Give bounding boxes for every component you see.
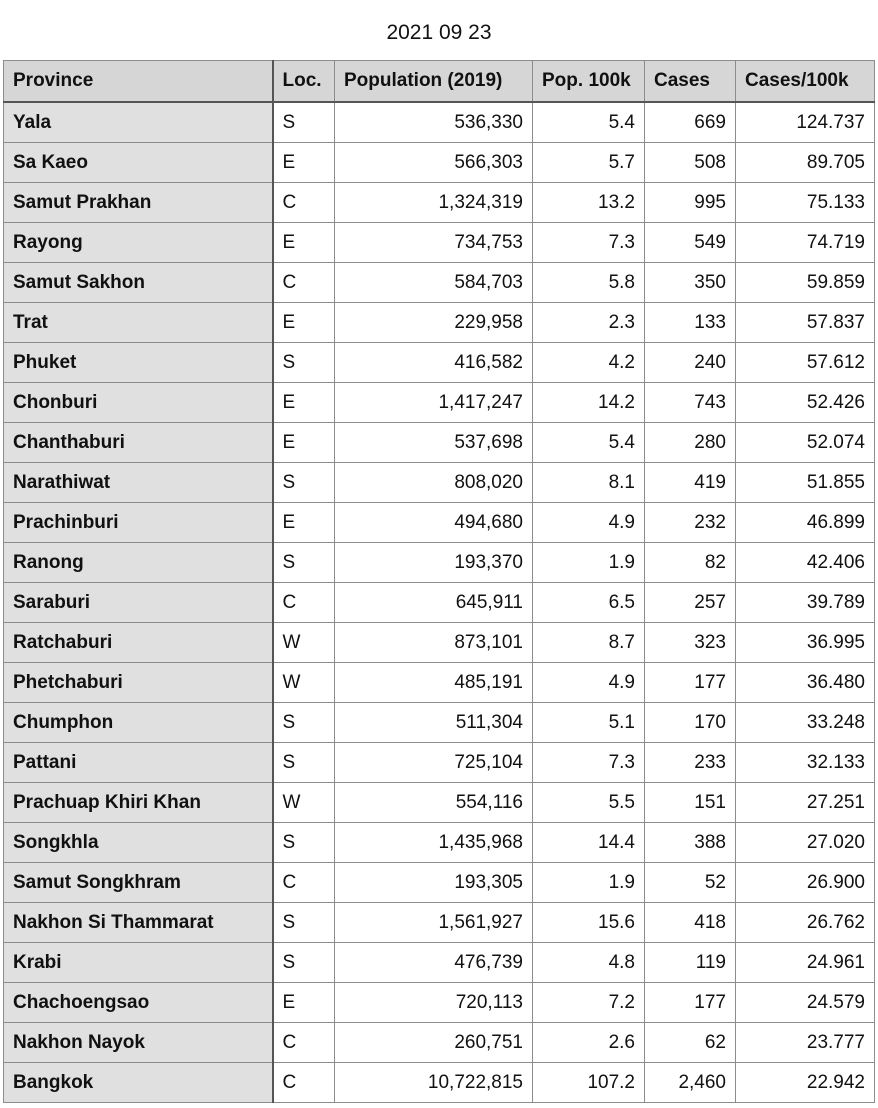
table-row	[4, 263, 875, 303]
province-cell: Ranong	[4, 543, 273, 583]
cases-per-100k-cell: 57.612	[736, 343, 875, 383]
cases-per-100k-cell: 27.251	[736, 783, 875, 823]
cases-per-100k-cell: 32.133	[736, 743, 875, 783]
pop-100k-cell: 2.6	[533, 1023, 645, 1063]
cases-cell: 743	[645, 383, 736, 423]
pop-100k-cell: 14.2	[533, 383, 645, 423]
loc-cell: W	[273, 623, 335, 663]
table-row	[4, 423, 875, 463]
cases-per-100k-cell: 57.837	[736, 303, 875, 343]
cases-cell: 240	[645, 343, 736, 383]
table-row	[4, 303, 875, 343]
population-cell: 873,101	[335, 623, 533, 663]
cases-cell: 177	[645, 983, 736, 1023]
table-row	[4, 343, 875, 383]
table-row	[4, 703, 875, 743]
province-cell: Samut Sakhon	[4, 263, 273, 303]
province-cell: Phetchaburi	[4, 663, 273, 703]
column-header-cases-per-100k: Cases/100k	[736, 61, 875, 103]
table-row	[4, 223, 875, 263]
table-row	[4, 903, 875, 943]
cases-cell: 82	[645, 543, 736, 583]
province-cases-table	[3, 60, 875, 1103]
province-cell: Chanthaburi	[4, 423, 273, 463]
population-cell: 734,753	[335, 223, 533, 263]
province-cell: Nakhon Nayok	[4, 1023, 273, 1063]
population-cell: 416,582	[335, 343, 533, 383]
pop-100k-cell: 7.3	[533, 743, 645, 783]
population-cell: 511,304	[335, 703, 533, 743]
loc-cell: E	[273, 303, 335, 343]
loc-cell: C	[273, 183, 335, 223]
cases-per-100k-cell: 59.859	[736, 263, 875, 303]
table-row	[4, 183, 875, 223]
table-row	[4, 583, 875, 623]
cases-per-100k-cell: 26.900	[736, 863, 875, 903]
population-cell: 554,116	[335, 783, 533, 823]
cases-per-100k-cell: 33.248	[736, 703, 875, 743]
population-cell: 1,324,319	[335, 183, 533, 223]
cases-cell: 257	[645, 583, 736, 623]
cases-per-100k-cell: 124.737	[736, 102, 875, 143]
cases-per-100k-cell: 52.426	[736, 383, 875, 423]
pop-100k-cell: 7.2	[533, 983, 645, 1023]
population-cell: 193,305	[335, 863, 533, 903]
province-cell: Krabi	[4, 943, 273, 983]
loc-cell: C	[273, 263, 335, 303]
cases-cell: 350	[645, 263, 736, 303]
population-cell: 229,958	[335, 303, 533, 343]
province-cell: Prachuap Khiri Khan	[4, 783, 273, 823]
table-row	[4, 823, 875, 863]
province-cell: Narathiwat	[4, 463, 273, 503]
pop-100k-cell: 8.1	[533, 463, 645, 503]
cases-per-100k-cell: 36.995	[736, 623, 875, 663]
pop-100k-cell: 4.9	[533, 663, 645, 703]
loc-cell: S	[273, 703, 335, 743]
column-header-population: Population (2019)	[335, 61, 533, 103]
cases-cell: 419	[645, 463, 736, 503]
pop-100k-cell: 4.9	[533, 503, 645, 543]
cases-per-100k-cell: 74.719	[736, 223, 875, 263]
pop-100k-cell: 13.2	[533, 183, 645, 223]
cases-cell: 995	[645, 183, 736, 223]
cases-cell: 133	[645, 303, 736, 343]
loc-cell: S	[273, 743, 335, 783]
table-row	[4, 663, 875, 703]
cases-cell: 170	[645, 703, 736, 743]
pop-100k-cell: 8.7	[533, 623, 645, 663]
table-row	[4, 983, 875, 1023]
population-cell: 1,417,247	[335, 383, 533, 423]
cases-cell: 508	[645, 143, 736, 183]
table-row	[4, 1023, 875, 1063]
table-row	[4, 1063, 875, 1103]
cases-cell: 52	[645, 863, 736, 903]
loc-cell: W	[273, 663, 335, 703]
pop-100k-cell: 5.7	[533, 143, 645, 183]
population-cell: 494,680	[335, 503, 533, 543]
province-cell: Phuket	[4, 343, 273, 383]
cases-cell: 119	[645, 943, 736, 983]
province-cell: Chumphon	[4, 703, 273, 743]
cases-per-100k-cell: 52.074	[736, 423, 875, 463]
pop-100k-cell: 15.6	[533, 903, 645, 943]
loc-cell: S	[273, 463, 335, 503]
table-row	[4, 143, 875, 183]
table-row	[4, 102, 875, 143]
province-cell: Samut Prakhan	[4, 183, 273, 223]
population-cell: 536,330	[335, 102, 533, 143]
cases-per-100k-cell: 24.579	[736, 983, 875, 1023]
pop-100k-cell: 1.9	[533, 543, 645, 583]
cases-cell: 233	[645, 743, 736, 783]
table-row	[4, 943, 875, 983]
cases-per-100k-cell: 36.480	[736, 663, 875, 703]
province-cell: Trat	[4, 303, 273, 343]
province-cell: Nakhon Si Thammarat	[4, 903, 273, 943]
cases-cell: 323	[645, 623, 736, 663]
pop-100k-cell: 107.2	[533, 1063, 645, 1103]
loc-cell: S	[273, 823, 335, 863]
province-cell: Chachoengsao	[4, 983, 273, 1023]
cases-per-100k-cell: 75.133	[736, 183, 875, 223]
cases-per-100k-cell: 22.942	[736, 1063, 875, 1103]
population-cell: 476,739	[335, 943, 533, 983]
pop-100k-cell: 5.1	[533, 703, 645, 743]
table-row	[4, 543, 875, 583]
pop-100k-cell: 5.4	[533, 423, 645, 463]
loc-cell: E	[273, 503, 335, 543]
province-cell: Yala	[4, 102, 273, 143]
cases-per-100k-cell: 51.855	[736, 463, 875, 503]
cases-per-100k-cell: 24.961	[736, 943, 875, 983]
population-cell: 260,751	[335, 1023, 533, 1063]
pop-100k-cell: 5.8	[533, 263, 645, 303]
loc-cell: E	[273, 143, 335, 183]
loc-cell: W	[273, 783, 335, 823]
loc-cell: S	[273, 903, 335, 943]
table-row	[4, 743, 875, 783]
loc-cell: C	[273, 863, 335, 903]
province-cell: Sa Kaeo	[4, 143, 273, 183]
loc-cell: E	[273, 983, 335, 1023]
loc-cell: S	[273, 543, 335, 583]
province-cell: Songkhla	[4, 823, 273, 863]
column-header-cases: Cases	[645, 61, 736, 103]
table-row	[4, 463, 875, 503]
pop-100k-cell: 1.9	[533, 863, 645, 903]
cases-cell: 2,460	[645, 1063, 736, 1103]
loc-cell: S	[273, 943, 335, 983]
cases-cell: 62	[645, 1023, 736, 1063]
population-cell: 725,104	[335, 743, 533, 783]
loc-cell: S	[273, 102, 335, 143]
pop-100k-cell: 5.4	[533, 102, 645, 143]
population-cell: 808,020	[335, 463, 533, 503]
column-header-province: Province	[4, 61, 273, 103]
header-row	[4, 61, 875, 103]
cases-per-100k-cell: 39.789	[736, 583, 875, 623]
table-row	[4, 623, 875, 663]
table-row	[4, 383, 875, 423]
province-cell: Ratchaburi	[4, 623, 273, 663]
cases-per-100k-cell: 46.899	[736, 503, 875, 543]
pop-100k-cell: 5.5	[533, 783, 645, 823]
cases-cell: 669	[645, 102, 736, 143]
cases-per-100k-cell: 89.705	[736, 143, 875, 183]
cases-cell: 232	[645, 503, 736, 543]
column-header-loc: Loc.	[273, 61, 335, 103]
province-cell: Saraburi	[4, 583, 273, 623]
population-cell: 584,703	[335, 263, 533, 303]
population-cell: 10,722,815	[335, 1063, 533, 1103]
pop-100k-cell: 14.4	[533, 823, 645, 863]
population-cell: 193,370	[335, 543, 533, 583]
cases-cell: 280	[645, 423, 736, 463]
loc-cell: C	[273, 583, 335, 623]
column-header-pop-100k: Pop. 100k	[533, 61, 645, 103]
population-cell: 566,303	[335, 143, 533, 183]
cases-cell: 418	[645, 903, 736, 943]
pop-100k-cell: 4.2	[533, 343, 645, 383]
province-cell: Chonburi	[4, 383, 273, 423]
cases-per-100k-cell: 42.406	[736, 543, 875, 583]
loc-cell: C	[273, 1063, 335, 1103]
loc-cell: E	[273, 223, 335, 263]
cases-cell: 549	[645, 223, 736, 263]
table-body	[4, 102, 875, 1103]
table-row	[4, 863, 875, 903]
population-cell: 1,561,927	[335, 903, 533, 943]
population-cell: 537,698	[335, 423, 533, 463]
pop-100k-cell: 7.3	[533, 223, 645, 263]
population-cell: 485,191	[335, 663, 533, 703]
province-cell: Samut Songkhram	[4, 863, 273, 903]
cases-per-100k-cell: 23.777	[736, 1023, 875, 1063]
population-cell: 645,911	[335, 583, 533, 623]
loc-cell: E	[273, 383, 335, 423]
loc-cell: C	[273, 1023, 335, 1063]
table-row	[4, 503, 875, 543]
province-cell: Bangkok	[4, 1063, 273, 1103]
population-cell: 1,435,968	[335, 823, 533, 863]
province-cell: Prachinburi	[4, 503, 273, 543]
province-cell: Pattani	[4, 743, 273, 783]
pop-100k-cell: 4.8	[533, 943, 645, 983]
province-cell: Rayong	[4, 223, 273, 263]
table-row	[4, 783, 875, 823]
cases-per-100k-cell: 26.762	[736, 903, 875, 943]
cases-cell: 151	[645, 783, 736, 823]
loc-cell: E	[273, 423, 335, 463]
cases-per-100k-cell: 27.020	[736, 823, 875, 863]
cases-cell: 388	[645, 823, 736, 863]
pop-100k-cell: 2.3	[533, 303, 645, 343]
loc-cell: S	[273, 343, 335, 383]
population-cell: 720,113	[335, 983, 533, 1023]
table-title: 2021 09 23	[386, 21, 492, 44]
cases-cell: 177	[645, 663, 736, 703]
pop-100k-cell: 6.5	[533, 583, 645, 623]
